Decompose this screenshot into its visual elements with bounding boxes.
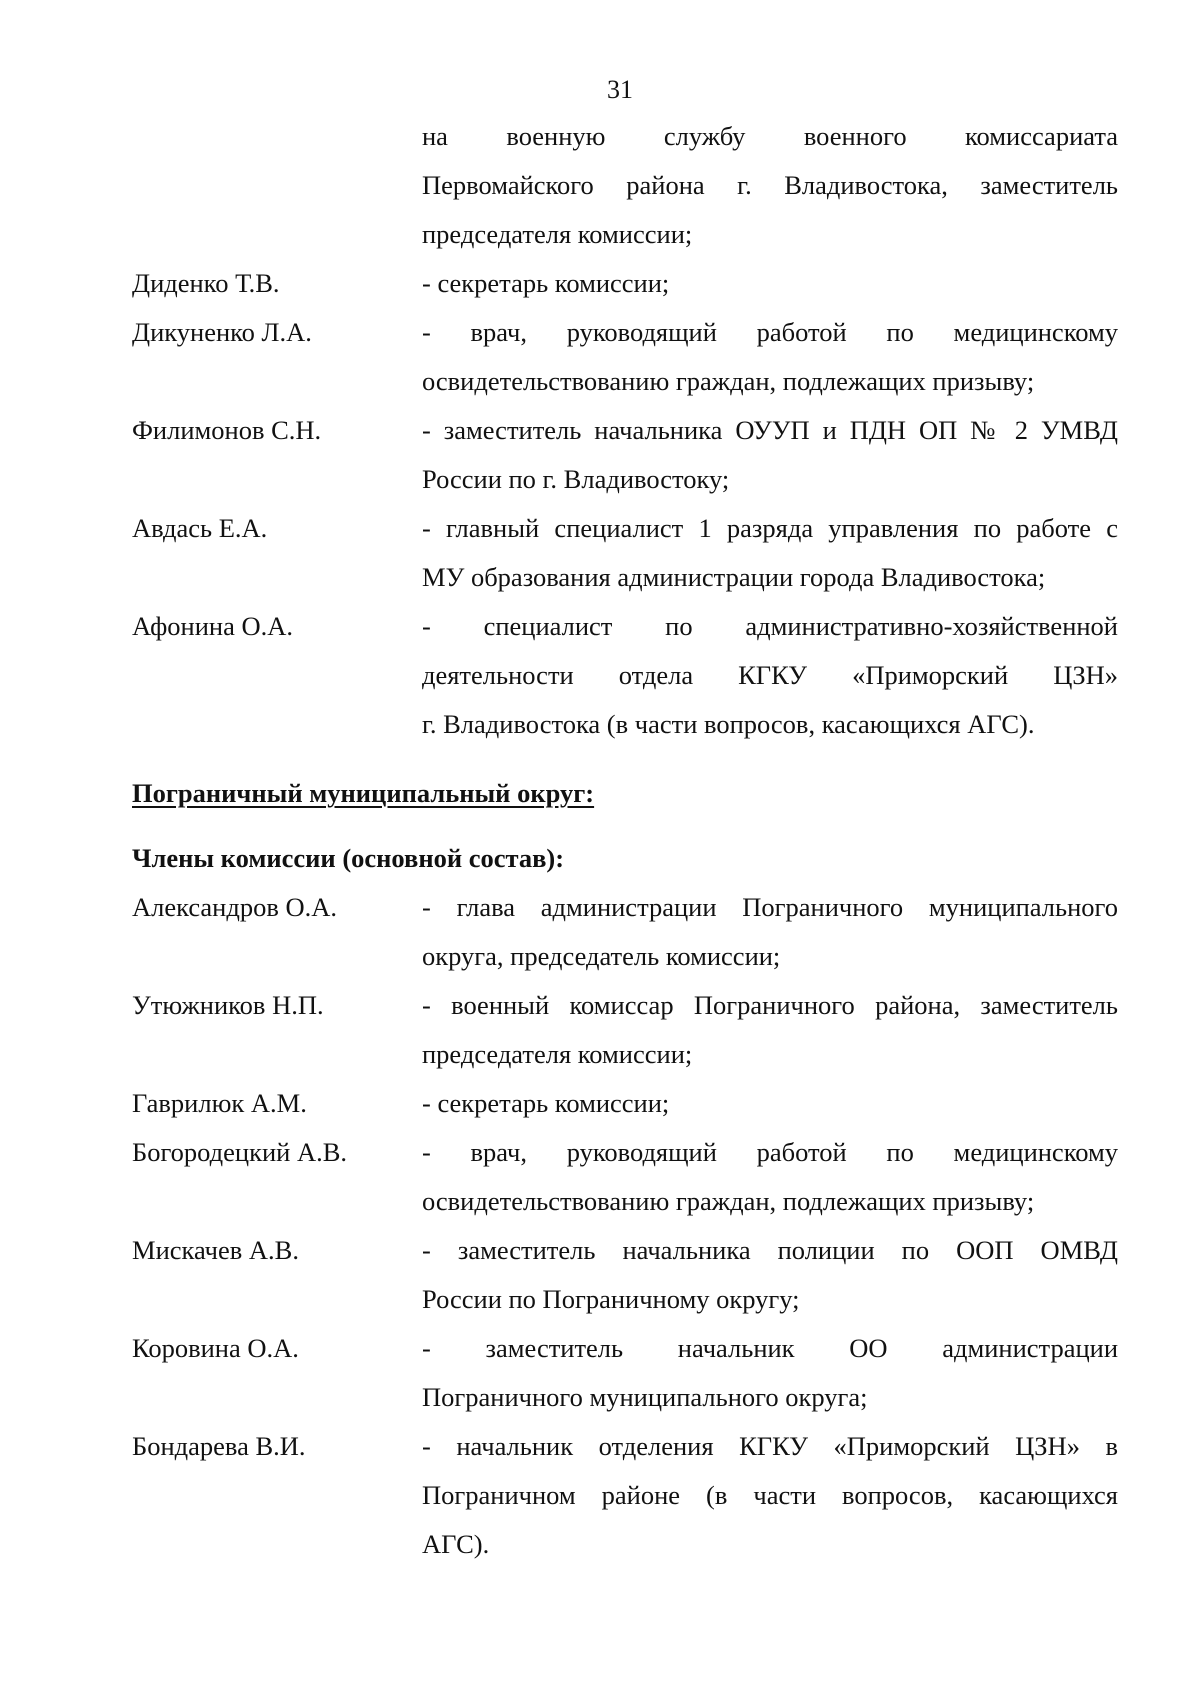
role-line: освидетельствованию граждан, подлежащих призыву;: [422, 366, 1035, 396]
role-line: - заместитель начальника полиции по ООП ОМВД: [422, 1235, 1118, 1265]
member-entry: [132, 1128, 1118, 1226]
role-line: - глава администрации Пограничного муниципального: [422, 892, 1118, 922]
role-line: - врач, руководящий работой по медицинскому: [422, 317, 1118, 347]
member-name: Бондарева В.И.: [132, 1431, 306, 1461]
role-line: освидетельствованию граждан, подлежащих призыву;: [422, 1186, 1035, 1216]
member-entry: [132, 981, 1118, 1079]
role-line: Пограничного муниципального округа;: [422, 1382, 868, 1412]
continuation-text: [422, 112, 1118, 259]
role-line: деятельности отдела КГКУ «Приморский ЦЗН»: [422, 660, 1118, 690]
role-line: - секретарь комиссии;: [422, 1088, 670, 1118]
role-line: России по Пограничному округу;: [422, 1284, 800, 1314]
member-name: Богородецкий А.В.: [132, 1137, 348, 1167]
member-name: Гаврилюк А.М.: [132, 1088, 307, 1118]
page-number: 31: [607, 75, 633, 104]
member-entry: [132, 259, 1118, 308]
member-name: Коровина О.А.: [132, 1333, 299, 1363]
member-role: [422, 406, 1118, 504]
role-line: - специалист по административно-хозяйственной: [422, 611, 1118, 641]
member-name: Авдась Е.А.: [132, 513, 268, 543]
member-role: [422, 1128, 1118, 1226]
member-name: Филимонов С.Н.: [132, 415, 322, 445]
role-line: - военный комиссар Пограничного района, заместитель: [422, 990, 1118, 1020]
role-line: округа, председатель комиссии;: [422, 941, 781, 971]
member-role: [422, 602, 1118, 749]
member-entry: [132, 308, 1118, 406]
member-role: [422, 1422, 1118, 1569]
member-entry: [132, 1324, 1118, 1422]
member-entry: [132, 1422, 1118, 1569]
member-name: Афонина О.А.: [132, 611, 294, 641]
member-entry: [132, 504, 1118, 602]
role-line: России по г. Владивостоку;: [422, 464, 730, 494]
member-name: Мискачев А.В.: [132, 1235, 299, 1265]
member-role: [422, 883, 1118, 981]
role-line: - заместитель начальник ОО администрации: [422, 1333, 1118, 1363]
role-line: - врач, руководящий работой по медицинскому: [422, 1137, 1118, 1167]
role-line: - начальник отделения КГКУ «Приморский ЦЗН» в: [422, 1431, 1118, 1461]
member-entry: [132, 1226, 1118, 1324]
role-line: - заместитель начальника ОУУП и ПДН ОП № 2 УМВД: [422, 415, 1118, 445]
continuation-line: на военную службу военного комиссариата: [422, 121, 1118, 151]
member-role: [422, 504, 1118, 602]
continuation-line: Первомайского района г. Владивостока, заместитель: [422, 170, 1118, 200]
member-name: Утюжников Н.П.: [132, 990, 324, 1020]
members-heading: Члены комиссии (основной состав):: [132, 843, 565, 873]
member-entry: [132, 883, 1118, 981]
member-role: [422, 308, 1118, 406]
district-heading-text: Пограничный муниципальный округ:: [132, 778, 595, 808]
role-line: г. Владивостока (в части вопросов, касающихся АГС).: [422, 709, 1035, 739]
role-line: председателя комиссии;: [422, 1039, 693, 1069]
continuation-line: председателя комиссии;: [422, 219, 693, 249]
member-name: Диденко Т.В.: [132, 268, 280, 298]
member-name: Александров О.А.: [132, 892, 338, 922]
member-name: Дикуненко Л.А.: [132, 317, 312, 347]
member-entry: [132, 406, 1118, 504]
member-role: [422, 1226, 1118, 1324]
member-role: [422, 1079, 1118, 1128]
role-line: МУ образования администрации города Владивостока;: [422, 562, 1046, 592]
role-line: АГС).: [422, 1529, 490, 1559]
member-entry: [132, 602, 1118, 749]
member-entry: [132, 1079, 1118, 1128]
role-line: - секретарь комиссии;: [422, 268, 670, 298]
member-role: [422, 981, 1118, 1079]
member-role: [422, 1324, 1118, 1422]
role-line: Пограничном районе (в части вопросов, касающихся: [422, 1480, 1118, 1510]
district-heading: [132, 769, 1118, 818]
document-content: [132, 112, 1118, 1569]
member-role: [422, 259, 1118, 308]
role-line: - главный специалист 1 разряда управления по работе с: [422, 513, 1118, 543]
